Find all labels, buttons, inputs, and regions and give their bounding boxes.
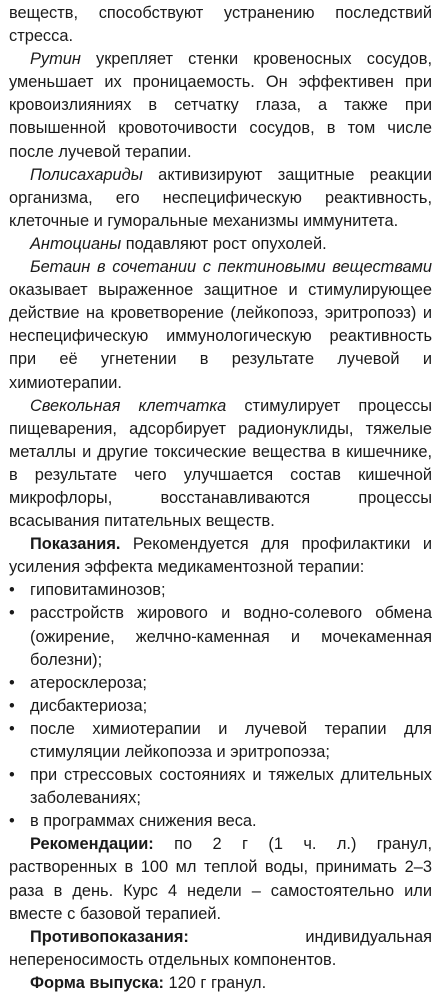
paragraph-text: подавляют рост опухолей. <box>121 234 327 253</box>
term-italic: Свекольная клетчатка <box>30 396 227 415</box>
paragraph-text: Рекомендуется для профилактики и усиления эффекта медикаментозной терапии: <box>9 535 432 577</box>
list-item-text: гиповитаминозов; <box>30 581 166 600</box>
bullet-icon: • <box>9 766 15 785</box>
list-item-text: атеросклероза; <box>30 673 147 692</box>
term-italic: Полисахариды <box>30 165 143 184</box>
section-heading: Форма выпуска: <box>30 973 164 992</box>
paragraph-text: по 2 г (1 ч. л.) гранул, растворенных в 100 мл теплой воды, принимать 2–3 раза в день. Курс 4 недели – самостоятельно или вместе с базовой терапией. <box>9 835 432 923</box>
paragraph-anthocyanins <box>9 233 432 256</box>
paragraph-rutin <box>9 48 432 163</box>
paragraph-text: 120 г гранул. <box>163 973 267 992</box>
list-item <box>9 672 432 695</box>
paragraph-recommendations <box>9 833 432 925</box>
list-item-text: после химиотерапии и лучевой терапии для стимуляции лейкопоэза и эритропоэза; <box>30 719 432 761</box>
term-italic: Бетаин в сочетании с пектиновыми веществами <box>30 258 432 277</box>
list-item <box>9 764 432 810</box>
paragraph-fiber <box>9 395 432 534</box>
paragraph-betaine <box>9 256 432 395</box>
section-heading: Противопоказания: <box>30 927 189 946</box>
paragraph-contraindications <box>9 926 432 972</box>
list-item <box>9 810 432 833</box>
paragraph-text: стимулирует процессы пищеварения, адсорбирует радионуклиды, тяжелые металлы и другие токсические вещества в кишечнике, в результате чего улучшается состав кишечной микрофлоры, восстанавливаются процессы всасывания питательных веществ. <box>9 396 432 531</box>
bullet-icon: • <box>9 581 15 600</box>
bullet-icon: • <box>9 673 15 692</box>
indications-list <box>9 579 432 833</box>
bullet-icon: • <box>9 604 15 623</box>
bullet-icon: • <box>9 696 15 715</box>
paragraph-text: укрепляет стенки кровеносных сосудов, уменьшает их проницаемость. Он эффективен при кровоизлияниях в сетчатку глаза, а также при повышенной кровоточивости сосудов, в том числе после лучевой терапии. <box>9 50 432 161</box>
paragraph-text: веществ, способствуют устранению последствий стресса. <box>9 4 432 46</box>
list-item <box>9 579 432 602</box>
paragraph-stress <box>9 2 432 48</box>
paragraph-text: индивидуальная непереносимость отдельных компонентов. <box>9 927 432 969</box>
bullet-icon: • <box>9 719 15 738</box>
list-item <box>9 695 432 718</box>
list-item-text: в программах снижения веса. <box>30 812 257 831</box>
list-item <box>9 718 432 764</box>
list-item <box>9 602 432 671</box>
paragraph-text: оказывает выраженное защитное и стимулирующее действие на кроветворение (лейкопоэз, эритропоэз) и неспецифическую иммунологическую реактивность при её угнетении в результате лучевой и химиотерапии. <box>9 281 432 392</box>
list-item-text: дисбактериоза; <box>30 696 148 715</box>
paragraph-text: активизируют защитные реакции организма, его неспецифическую реактивность, клеточные и гуморальные механизмы иммунитета. <box>9 165 432 230</box>
section-heading: Рекомендации: <box>30 835 154 854</box>
paragraph-indications <box>9 533 432 579</box>
term-italic: Рутин <box>30 50 81 69</box>
bullet-icon: • <box>9 812 15 831</box>
section-heading: Показания. <box>30 535 121 554</box>
list-item-text: при стрессовых состояниях и тяжелых длительных заболеваниях; <box>30 766 432 808</box>
term-italic: Антоцианы <box>30 234 122 253</box>
list-item-text: расстройств жирового и водно-солевого обмена (ожирение, желчно-каменная и мочекаменная болезни); <box>30 604 432 669</box>
paragraph-polysaccharides <box>9 164 432 233</box>
